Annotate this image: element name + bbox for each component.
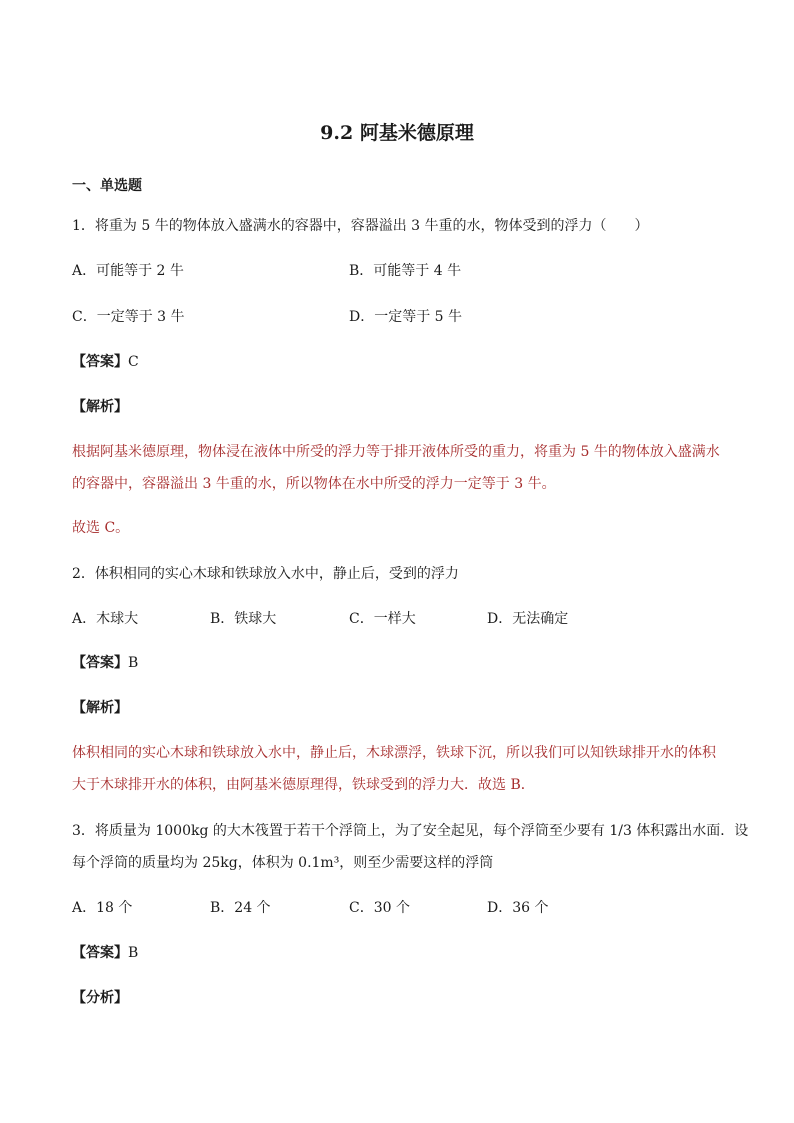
q3-answer-line (72, 946, 138, 960)
page-title: 9.2 阿基米德原理 (320, 122, 474, 144)
q2-option-a: A．木球大 (72, 611, 139, 627)
q2-answer-value: B (128, 655, 139, 671)
q2-option-d: D．无法确定 (487, 611, 569, 627)
section-heading: 一、单选题 (72, 178, 142, 194)
q1-stem: 1．将重为 5 牛的物体放入盛满水的容器中，容器溢出 3 牛重的水，物体受到的浮力（ ） (72, 218, 649, 234)
q2-analysis-line-1: 体积相同的实心木球和铁球放入水中，静止后，木球漂浮，铁球下沉，所以我们可以知铁球排开水的体积 (72, 745, 716, 761)
q1-option-c: C．一定等于 3 牛 (72, 309, 185, 325)
q1-option-b: B．可能等于 4 牛 (349, 263, 462, 279)
q3-option-b: B．24 个 (210, 900, 271, 916)
q1-conclusion: 故选 C。 (72, 520, 130, 536)
q3-answer-value: B (128, 945, 139, 961)
q3-option-c: C．30 个 (349, 900, 410, 916)
q1-answer-value: C (128, 354, 139, 370)
q3-answer-tag: 【答案】 (72, 945, 128, 961)
q2-option-c: C．一样大 (349, 611, 416, 627)
q1-answer-line (72, 355, 139, 369)
q1-analysis-line-2: 的容器中，容器溢出 3 牛重的水，所以物体在水中所受的浮力一定等于 3 牛。 (72, 476, 556, 492)
q2-analysis-line-2: 大于木球排开水的体积，由阿基米德原理得，铁球受到的浮力大．故选 B． (72, 777, 535, 793)
q3-option-d: D．36 个 (487, 900, 549, 916)
q1-analysis-line-1: 根据阿基米德原理，物体浸在液体中所受的浮力等于排开液体所受的重力，将重为 5 牛的物体放入盛满水 (72, 444, 720, 460)
q1-analysis-tag: 【解析】 (72, 399, 128, 415)
q3-analysis-tag: 【分析】 (72, 990, 128, 1006)
q2-stem: 2．体积相同的实心木球和铁球放入水中，静止后，受到的浮力 (72, 566, 459, 582)
q3-stem-line-1: 3．将质量为 1000kg 的大木筏置于若干个浮筒上，为了安全起见，每个浮筒至少要有 1/3 体积露出水面．设 (72, 823, 749, 839)
q2-analysis-tag: 【解析】 (72, 700, 128, 716)
q2-answer-line (72, 656, 138, 670)
q2-answer-tag: 【答案】 (72, 655, 128, 671)
q2-option-b: B．铁球大 (210, 611, 277, 627)
q3-option-a: A．18 个 (72, 900, 133, 916)
q1-option-a: A．可能等于 2 牛 (72, 263, 184, 279)
q1-option-d: D．一定等于 5 牛 (349, 309, 463, 325)
q1-answer-tag: 【答案】 (72, 354, 128, 370)
q3-stem-line-2: 每个浮筒的质量均为 25kg，体积为 0.1m³，则至少需要这样的浮筒 (72, 855, 494, 871)
